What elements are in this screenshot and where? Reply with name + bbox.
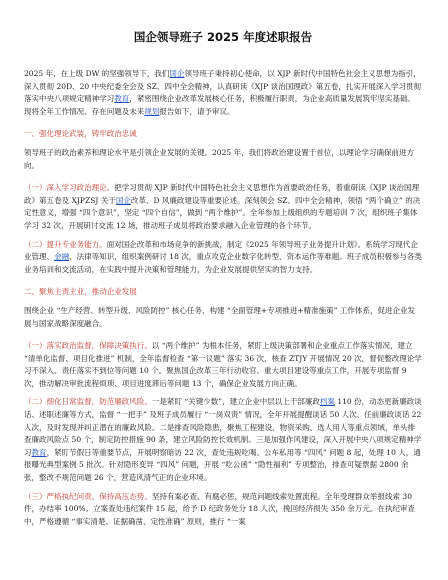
intro-text-4: 报告如下，请予审议。 [159,106,235,116]
section-1-sub-2 [24,239,422,277]
intro-paragraph [24,68,422,118]
report-title: 国企领导班子 2025 年度述职报告 [133,30,313,44]
sub-heading: （一）落实政治监督，保障决策执行。 [24,341,152,351]
section-2-sub-1 [24,340,422,390]
section-1-heading: 一、强化理论武装，铸牢政治忠诚 [24,129,137,139]
intro-link-guoqi[interactable]: 国企 [169,69,185,78]
intro-text-3: ，紧密围绕企业改革发展核心任务，积极履行职责，为企业高质量发展筑牢坚实基础。现将全年工作情况、存在问题及未来 [24,94,416,116]
intro-link-jiaoyu[interactable]: 教育 [114,94,130,104]
sub-text-2: 、法律等知识，组织案例研讨 18 次，重点攻克企业数字化转型、资本运作等难题。班子成员积极参与各类业务培训和交流活动，在实践中提升决策和管理能力，为企业发展提供坚实的智力支持。 [24,252,422,274]
section-1-sub-1 [24,182,422,232]
section-2-sub-2 [24,396,422,484]
section-1-lead: 领导班子的政治素养和理论水平是引领企业发展的关键。2025 年，我们将政治建设置于首位，以理论学习确保前进方向。 [24,147,415,170]
link-dangan[interactable]: 档案 [319,397,335,407]
sub-text-1: 以 “两个维护” 为根本任务，紧盯上级决策部署和企业重点工作落实情况，建立 “清单化监督、项目化推进” 机制，全年监督检查 “第一议题” 落实 36 次，核查 ZTJY 开展情况 20 次，督促整改理论学习不深入、责任落实不到位等问题 10 个。聚焦国企改革三年行动收官、重大项目建设等重点工作，开展专项监督 9 次，推动解决审批流程烦琐、项目进度滞后等问题 13 个，确保企业发展方向正确。 [24,341,422,388]
sub-text-1: 一是紧盯 “关键少数”，建立企业中层以上干部廉政 [151,397,320,407]
intro-link-guihua[interactable]: 规划 [144,106,160,116]
intro-text-1: 2025 年，在上级 DW 的坚强领导下，我们 [24,69,170,78]
link-jinrong[interactable]: 金融 [54,252,70,262]
section-2-sub-3 [24,491,422,529]
sub-heading: （二）提升专业务能力。 [24,239,107,249]
section-2-lead: 围绕企业 “生产经营、转型升级、风险防控” 核心任务，构建 “全面管理+专项推进+精准施策” 工作体系，促进企业发展与国家战略深度融合。 [24,305,416,328]
sub-text-1: 面对国企改革和市场竞争的新挑战，制定《2025 年领导班子业务提升计划》。系统学习现代企业管理、 [24,239,418,262]
link-jiaoyu[interactable]: 教育 [31,447,47,457]
section-2-heading: 二、聚焦主责主业，推动企业发展 [24,287,137,297]
sub-text-2: 110 份，动态更新廉政谈话、述职述廉等方式，监督 “一把手” 及班子成员履行 “一岗双责” 情况，全年开展提醒谈话 50 人次、任前廉政谈话 22 人次，及时发现并纠正潜在的廉政风险。二是排查风险隐患，聚焦工程建设、物资采购、选人用人等重点领域，单头排查廉政风险点 50 个，制定防控措施 90 条，建立风险防控长效机制。三是加强作风建设，深入开展中央八项规定精神学习 [24,397,422,457]
sub-heading: （三）严格执纪问责。保持高压态势。 [24,491,152,501]
intro-text-2: 领导班子秉持初心使命，以 XJP 新时代中国特色社会主义思想为指引，深入贯彻 20D、20 中央纪委全会及 SZ、四中全会精神，认真研读《XJP 谈治国理政》第五卷，扎实开展深入学习贯彻落实中央八项规定精神学习 [24,69,422,104]
sub-text-1: 坚持有案必查、有腐必惩，规范问题线索处置流程。全年受理群众举报线索 30 件，办结率 100%。立案查处违纪案件 15 起，给予 D 纪政务处分 18 人次，挽回经济损失 350 余万元。在执纪审查中，严格遵循 “事实清楚、证据确凿、定性准确” 原则，推行 “一案 [24,491,416,526]
sub-heading: （二）细化日常监督，防范廉政风险。 [24,397,152,407]
sub-text-2: 改革、D 风廉政建设等重要论述。深刻领会 SZ、四中全会精神，领悟 “两个确立” 的决定性意义，增强 “四个意识”，坚定 “四个自信”，做到 “两个维护”。全年参加上级组织的专题培训 7 次，组织班子集体学习 32 次，开展研讨交流 12 场，推动班子成员将政治要求融入企业管理的各个环节。 [24,195,421,230]
link-guoqi[interactable]: 国企 [115,195,131,205]
sub-text-1: 把学习贯彻 XJP 新时代中国特色社会主义思想作为首要政治任务，着重研读《XJP 谈治国理政》第五卷及 XJPZSJ 关于 [24,183,420,205]
sub-heading: （一）深入学习政治理论。 [24,183,115,193]
sub-text-3: ，紧盯节假日等重要节点，开展明察暗访 22 次，查处违规吃喝、公车私用等 “四风” 问题 8 起，处理 10 人，通报曝光典型案例 5 批次。针对隐形变异 “四风” 问题，开展 “吃公函” “隐性福利” 专项整治，排查可疑票据 2800 余张，整改不规范问题 26 个，营造风清气正的企业环境。 [24,447,421,483]
